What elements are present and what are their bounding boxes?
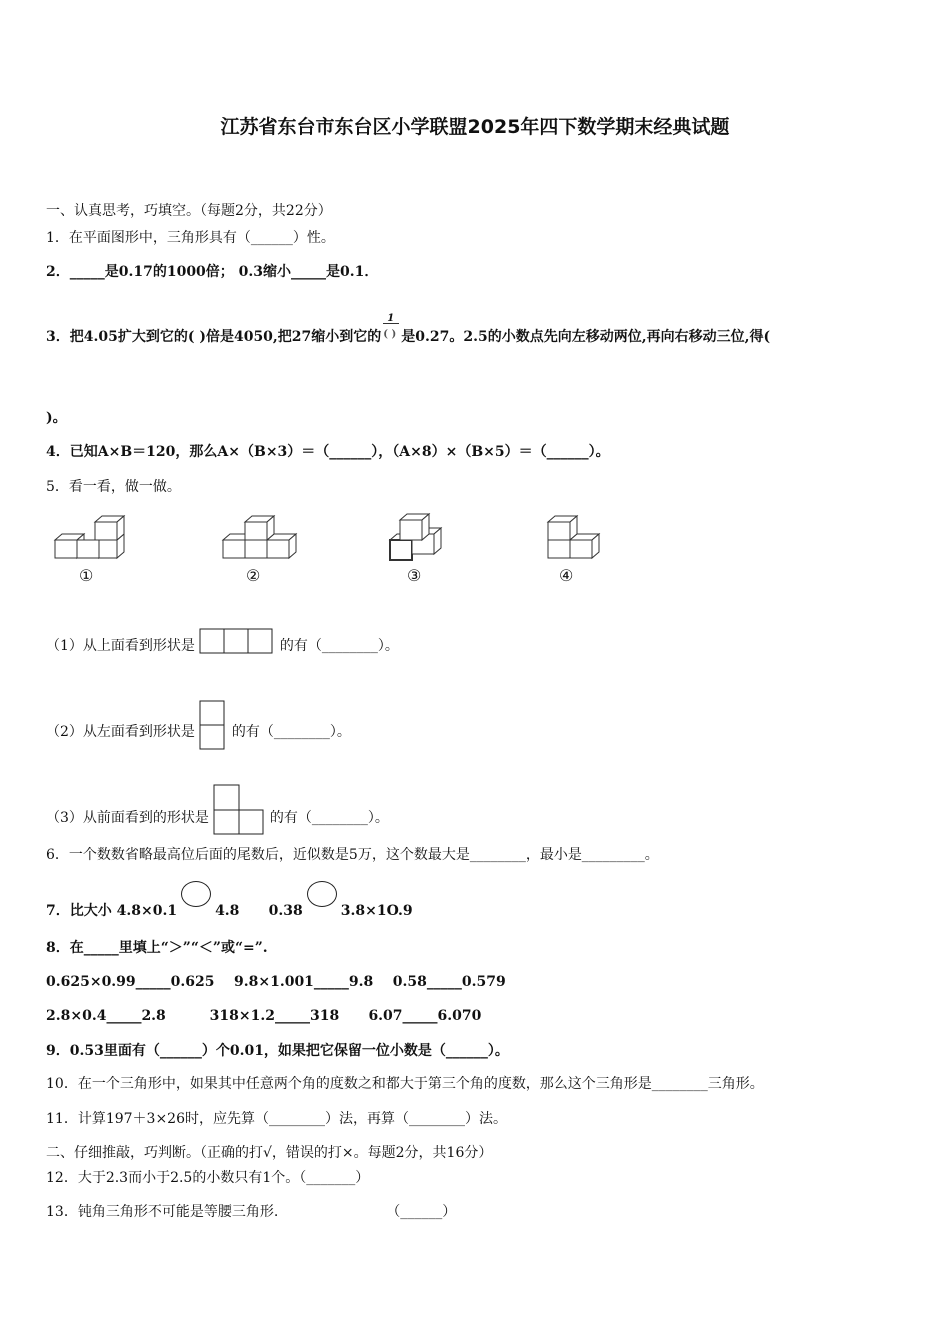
- question-5-1-prefix: （1）从上面看到形状是: [46, 638, 195, 654]
- question-3-part2: 是0.27。2.5的小数点先向左移动两位,再向右移动三位,得(: [401, 329, 771, 345]
- question-5-3-prefix: （3）从前面看到的形状是: [46, 810, 209, 826]
- cube-figure-2: [223, 516, 296, 558]
- fraction-numerator: 1: [387, 313, 395, 324]
- fraction-bar: [383, 323, 399, 324]
- question-8-row-2: 2.8×0.4_____2.8 318×1.2_____318 6.07_____6.070: [46, 1008, 482, 1024]
- figure-label-1: ①: [79, 566, 94, 585]
- question-5-2-prefix: （2）从左面看到形状是: [46, 724, 195, 740]
- question-8: 8．在_____里填上“＞”“＜”或“=”.: [46, 940, 268, 956]
- question-4: 4．已知A×B＝120，那么A×（B×3）＝（______），（A×8）×（B×5）＝（______）。: [46, 444, 610, 460]
- cube-figure-1: [55, 516, 124, 558]
- section-1-heading: 一、认真思考，巧填空。（每题2分，共22分）: [46, 203, 332, 219]
- question-5-1: [46, 628, 399, 656]
- question-5-2-suffix: 的有（________）。: [231, 724, 351, 740]
- question-3: [46, 313, 771, 347]
- question-7-suffix: 3.8×1O.9: [340, 903, 413, 919]
- question-5-2: [46, 700, 351, 752]
- question-6: 6．一个数数省略最高位后面的尾数后，近似数是5万，这个数最大是________，最小是_________。: [46, 847, 659, 863]
- figure-label-2: ②: [246, 566, 261, 585]
- question-7: [46, 891, 413, 921]
- cube-figures: [46, 508, 626, 588]
- figure-label-4: ④: [559, 566, 574, 585]
- question-8-row-1: 0.625×0.99_____0.625 9.8×1.001_____9.8 0.58_____0.579: [46, 974, 506, 990]
- page-title: 江苏省东台市东台区小学联盟2025年四下数学期末经典试题: [220, 116, 730, 138]
- question-11: 11．计算197＋3×26时，应先算（________）法，再算（________）法。: [46, 1111, 507, 1127]
- question-10: 10．在一个三角形中，如果其中任意两个角的度数之和都大于第三个角的度数，那么这个三角形是________三角形。: [46, 1076, 764, 1092]
- compare-circle-1[interactable]: [181, 881, 211, 907]
- question-3-continued: )。: [46, 410, 67, 426]
- question-5-3: [46, 784, 389, 836]
- question-5-1-suffix: 的有（________）。: [279, 638, 399, 654]
- question-13-blank: （______）: [386, 1204, 457, 1220]
- cube-figure-3: [390, 514, 441, 560]
- question-5: 5．看一看，做一做。: [46, 479, 181, 495]
- section-2-heading: 二、仔细推敲，巧判断。（正确的打√，错误的打×。每题2分，共16分）: [46, 1145, 493, 1161]
- question-13-text: 13．钝角三角形不可能是等腰三角形.: [46, 1204, 279, 1220]
- fraction-denominator: ( ): [383, 329, 397, 340]
- question-7-prefix: 7．比大小 4.8×0.1: [46, 903, 178, 919]
- question-3-part1: 3．把4.05扩大到它的( )倍是4050,把27缩小到它的: [46, 329, 382, 345]
- question-1: 1．在平面图形中，三角形具有（______）性。: [46, 230, 335, 246]
- left-view-shape: [199, 700, 227, 752]
- front-view-shape: [213, 784, 265, 836]
- question-9: 9．0.53里面有（______）个0.01，如果把它保留一位小数是（______）。: [46, 1043, 509, 1059]
- question-13: [46, 1202, 456, 1222]
- question-2: 2．_____是0.17的1000倍； 0.3缩小_____是0.1．: [46, 264, 379, 280]
- question-5-3-suffix: 的有（________）。: [269, 810, 389, 826]
- fraction-one-over-blank: [381, 313, 401, 347]
- cube-figure-4: [548, 516, 599, 558]
- compare-circle-2[interactable]: [307, 881, 337, 907]
- figure-label-3: ③: [407, 566, 422, 585]
- question-12: 12．大于2.3而小于2.5的小数只有1个。（_______）: [46, 1170, 370, 1186]
- top-view-shape: [199, 628, 275, 654]
- question-7-middle: 4.8 0.38: [215, 903, 303, 919]
